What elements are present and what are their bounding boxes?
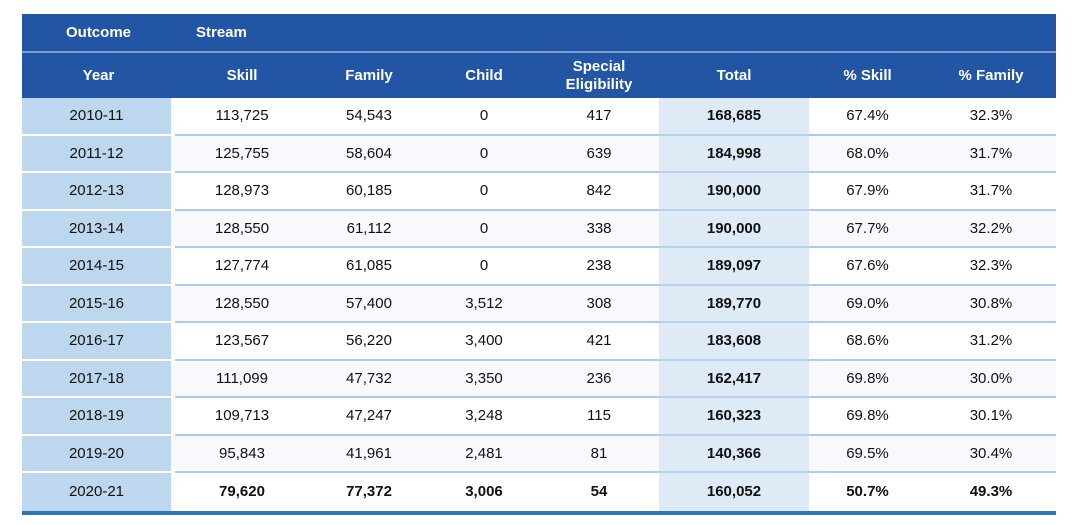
cell-pct-skill: 67.4% <box>809 98 926 136</box>
header-family: Family <box>345 66 393 84</box>
cell-special-eligibility: 421 <box>539 323 659 361</box>
table-row <box>22 98 1056 136</box>
cell-skill: 95,843 <box>175 436 309 474</box>
header-year: Year <box>82 66 115 84</box>
header-child: Child <box>465 66 503 84</box>
table-bottom-border <box>22 511 1056 515</box>
cell-skill: 127,774 <box>175 248 309 286</box>
table-row <box>22 398 1056 436</box>
cell-pct-family: 30.0% <box>926 361 1056 399</box>
cell-child: 3,248 <box>429 398 539 436</box>
header-skill: Skill <box>226 66 258 84</box>
cell-child: 0 <box>429 211 539 249</box>
cell-pct-skill: 68.0% <box>809 136 926 174</box>
cell-skill: 111,099 <box>175 361 309 399</box>
cell-total: 160,052 <box>659 473 809 511</box>
cell-year: 2020-21 <box>22 473 171 511</box>
cell-pct-skill: 69.8% <box>809 361 926 399</box>
table-body <box>22 98 1056 511</box>
cell-special-eligibility: 639 <box>539 136 659 174</box>
cell-child: 0 <box>429 173 539 211</box>
cell-skill: 128,973 <box>175 173 309 211</box>
cell-skill: 123,567 <box>175 323 309 361</box>
cell-family: 54,543 <box>309 98 429 136</box>
header-special-eligibility: Special Eligibility <box>565 58 633 93</box>
header-pct-skill: % Skill <box>843 66 892 84</box>
cell-total: 162,417 <box>659 361 809 399</box>
header-outcome: Outcome <box>65 23 131 41</box>
table-row <box>22 248 1056 286</box>
cell-family: 47,732 <box>309 361 429 399</box>
cell-child: 0 <box>429 98 539 136</box>
table-row <box>22 436 1056 474</box>
cell-year: 2016-17 <box>22 323 171 361</box>
cell-family: 57,400 <box>309 286 429 324</box>
table-row <box>22 173 1056 211</box>
cell-special-eligibility: 338 <box>539 211 659 249</box>
cell-pct-skill: 69.0% <box>809 286 926 324</box>
cell-family: 58,604 <box>309 136 429 174</box>
cell-child: 3,350 <box>429 361 539 399</box>
cell-pct-family: 30.4% <box>926 436 1056 474</box>
cell-family: 47,247 <box>309 398 429 436</box>
cell-special-eligibility: 842 <box>539 173 659 211</box>
cell-skill: 128,550 <box>175 286 309 324</box>
cell-year: 2019-20 <box>22 436 171 474</box>
cell-special-eligibility: 54 <box>539 473 659 511</box>
cell-pct-family: 32.3% <box>926 98 1056 136</box>
header-stream: Stream <box>196 23 247 41</box>
cell-pct-family: 31.7% <box>926 136 1056 174</box>
cell-total: 184,998 <box>659 136 809 174</box>
cell-pct-skill: 67.7% <box>809 211 926 249</box>
cell-child: 3,006 <box>429 473 539 511</box>
cell-special-eligibility: 238 <box>539 248 659 286</box>
cell-year: 2012-13 <box>22 173 171 211</box>
cell-skill: 79,620 <box>175 473 309 511</box>
cell-family: 41,961 <box>309 436 429 474</box>
cell-pct-skill: 69.5% <box>809 436 926 474</box>
cell-year: 2013-14 <box>22 211 171 249</box>
cell-child: 0 <box>429 248 539 286</box>
table-row <box>22 286 1056 324</box>
cell-year: 2018-19 <box>22 398 171 436</box>
cell-total: 140,366 <box>659 436 809 474</box>
cell-year: 2011-12 <box>22 136 171 174</box>
cell-pct-skill: 68.6% <box>809 323 926 361</box>
cell-family: 56,220 <box>309 323 429 361</box>
cell-skill: 113,725 <box>175 98 309 136</box>
cell-pct-family: 49.3% <box>926 473 1056 511</box>
cell-year: 2017-18 <box>22 361 171 399</box>
cell-pct-family: 30.1% <box>926 398 1056 436</box>
table-header-group-row <box>22 14 1056 53</box>
cell-year: 2014-15 <box>22 248 171 286</box>
cell-family: 61,085 <box>309 248 429 286</box>
cell-pct-skill: 67.9% <box>809 173 926 211</box>
cell-child: 0 <box>429 136 539 174</box>
cell-pct-skill: 67.6% <box>809 248 926 286</box>
outcomes-table <box>22 14 1056 515</box>
cell-year: 2010-11 <box>22 98 171 136</box>
table-row <box>22 211 1056 249</box>
cell-skill: 109,713 <box>175 398 309 436</box>
cell-pct-family: 31.2% <box>926 323 1056 361</box>
cell-family: 60,185 <box>309 173 429 211</box>
cell-year: 2015-16 <box>22 286 171 324</box>
cell-pct-family: 32.3% <box>926 248 1056 286</box>
cell-special-eligibility: 115 <box>539 398 659 436</box>
cell-special-eligibility: 81 <box>539 436 659 474</box>
cell-total: 189,770 <box>659 286 809 324</box>
cell-total: 190,000 <box>659 211 809 249</box>
cell-pct-family: 30.8% <box>926 286 1056 324</box>
cell-special-eligibility: 417 <box>539 98 659 136</box>
cell-child: 2,481 <box>429 436 539 474</box>
cell-skill: 128,550 <box>175 211 309 249</box>
cell-pct-skill: 69.8% <box>809 398 926 436</box>
table-header-row <box>22 53 1056 98</box>
cell-pct-skill: 50.7% <box>809 473 926 511</box>
cell-pct-family: 32.2% <box>926 211 1056 249</box>
cell-child: 3,400 <box>429 323 539 361</box>
cell-pct-family: 31.7% <box>926 173 1056 211</box>
cell-family: 61,112 <box>309 211 429 249</box>
table-row <box>22 361 1056 399</box>
cell-total: 189,097 <box>659 248 809 286</box>
cell-total: 168,685 <box>659 98 809 136</box>
header-total: Total <box>716 66 752 84</box>
table-row <box>22 136 1056 174</box>
cell-family: 77,372 <box>309 473 429 511</box>
table-row <box>22 473 1056 511</box>
header-pct-family: % Family <box>958 66 1024 84</box>
cell-special-eligibility: 236 <box>539 361 659 399</box>
table-row <box>22 323 1056 361</box>
cell-special-eligibility: 308 <box>539 286 659 324</box>
cell-child: 3,512 <box>429 286 539 324</box>
cell-total: 183,608 <box>659 323 809 361</box>
cell-skill: 125,755 <box>175 136 309 174</box>
cell-total: 190,000 <box>659 173 809 211</box>
cell-total: 160,323 <box>659 398 809 436</box>
